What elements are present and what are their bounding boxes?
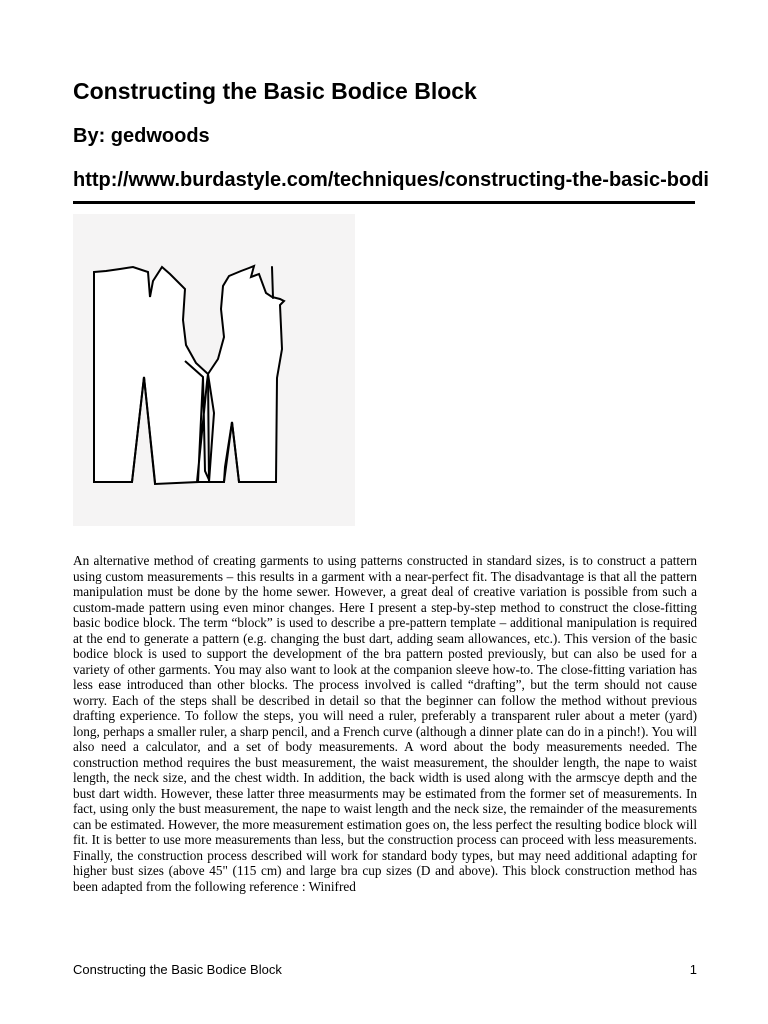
author-byline: By: gedwoods <box>73 125 210 147</box>
header-divider <box>73 201 695 204</box>
footer-title: Constructing the Basic Bodice Block <box>73 962 282 977</box>
bodice-block-figure <box>73 214 355 526</box>
page-number: 1 <box>689 962 697 977</box>
source-url-link[interactable]: http://www.burdastyle.com/techniques/constructing-the-basic-bodi <box>73 169 709 191</box>
body-paragraph: An alternative method of creating garments to using patterns constructed in standard sizes, is to construct a pattern using custom measurements – this results in a garment with a near-perfect fit. The disadvantage is that all the pattern manipulation must be done by the home sewer. However, a great deal of creative variation is possible from such a custom-made pattern using even minor changes. Here I present a step-by-step method to construct the close-fitting basic bodice block. The term “block” is used to describe a pre-pattern template – additional manipulation is required at the end to generate a pattern (e.g. changing the bust dart, adding seam allowances, etc.). This version of the basic bodice block is used to support the development of the bra pattern posted previously, but can also be used for a variety of other garments. You may also want to look at the companion sleeve how-to. The close-fitting variation has less ease introduced than other blocks. The process involved is called “drafting”, but the term should not cause worry. Each of the steps shall be described in detail so that the beginner can follow the method without previous drafting experience. To follow the steps, you will need a ruler, preferably a transparent ruler about a meter (yard) long, perhaps a smaller ruler, a sharp pencil, and a French curve (although a dinner plate can do in a pinch!). You will also need a calculator, and a set of body measurements. A word about the body measurements needed. The construction method requires the bust measurement, the waist measurement, the shoulder length, the nape to waist length, the neck size, and the chest width. In addition, the back width is used along with the armscye depth and the bust dart width. However, these latter three measurments may be estimated from the former set of measurements. In fact, using only the bust measurement, the nape to waist length and the neck size, the remainder of the measurements can be estimated. However, the more measurement estimation goes on, the less perfect the resulting bodice block will fit. It is better to use more measurements than less, but the construction process can proceed with less measurements. Finally, the construction process described will work for standard body types, but may need additional adapting for higher bust sizes (above 45" (115 cm) and large bra cup sizes (D and above). This block construction method has been adapted from the following reference : Winifred <box>73 553 697 894</box>
bodice-block-pattern-icon <box>73 214 355 526</box>
document-title: Constructing the Basic Bodice Block <box>73 78 477 104</box>
